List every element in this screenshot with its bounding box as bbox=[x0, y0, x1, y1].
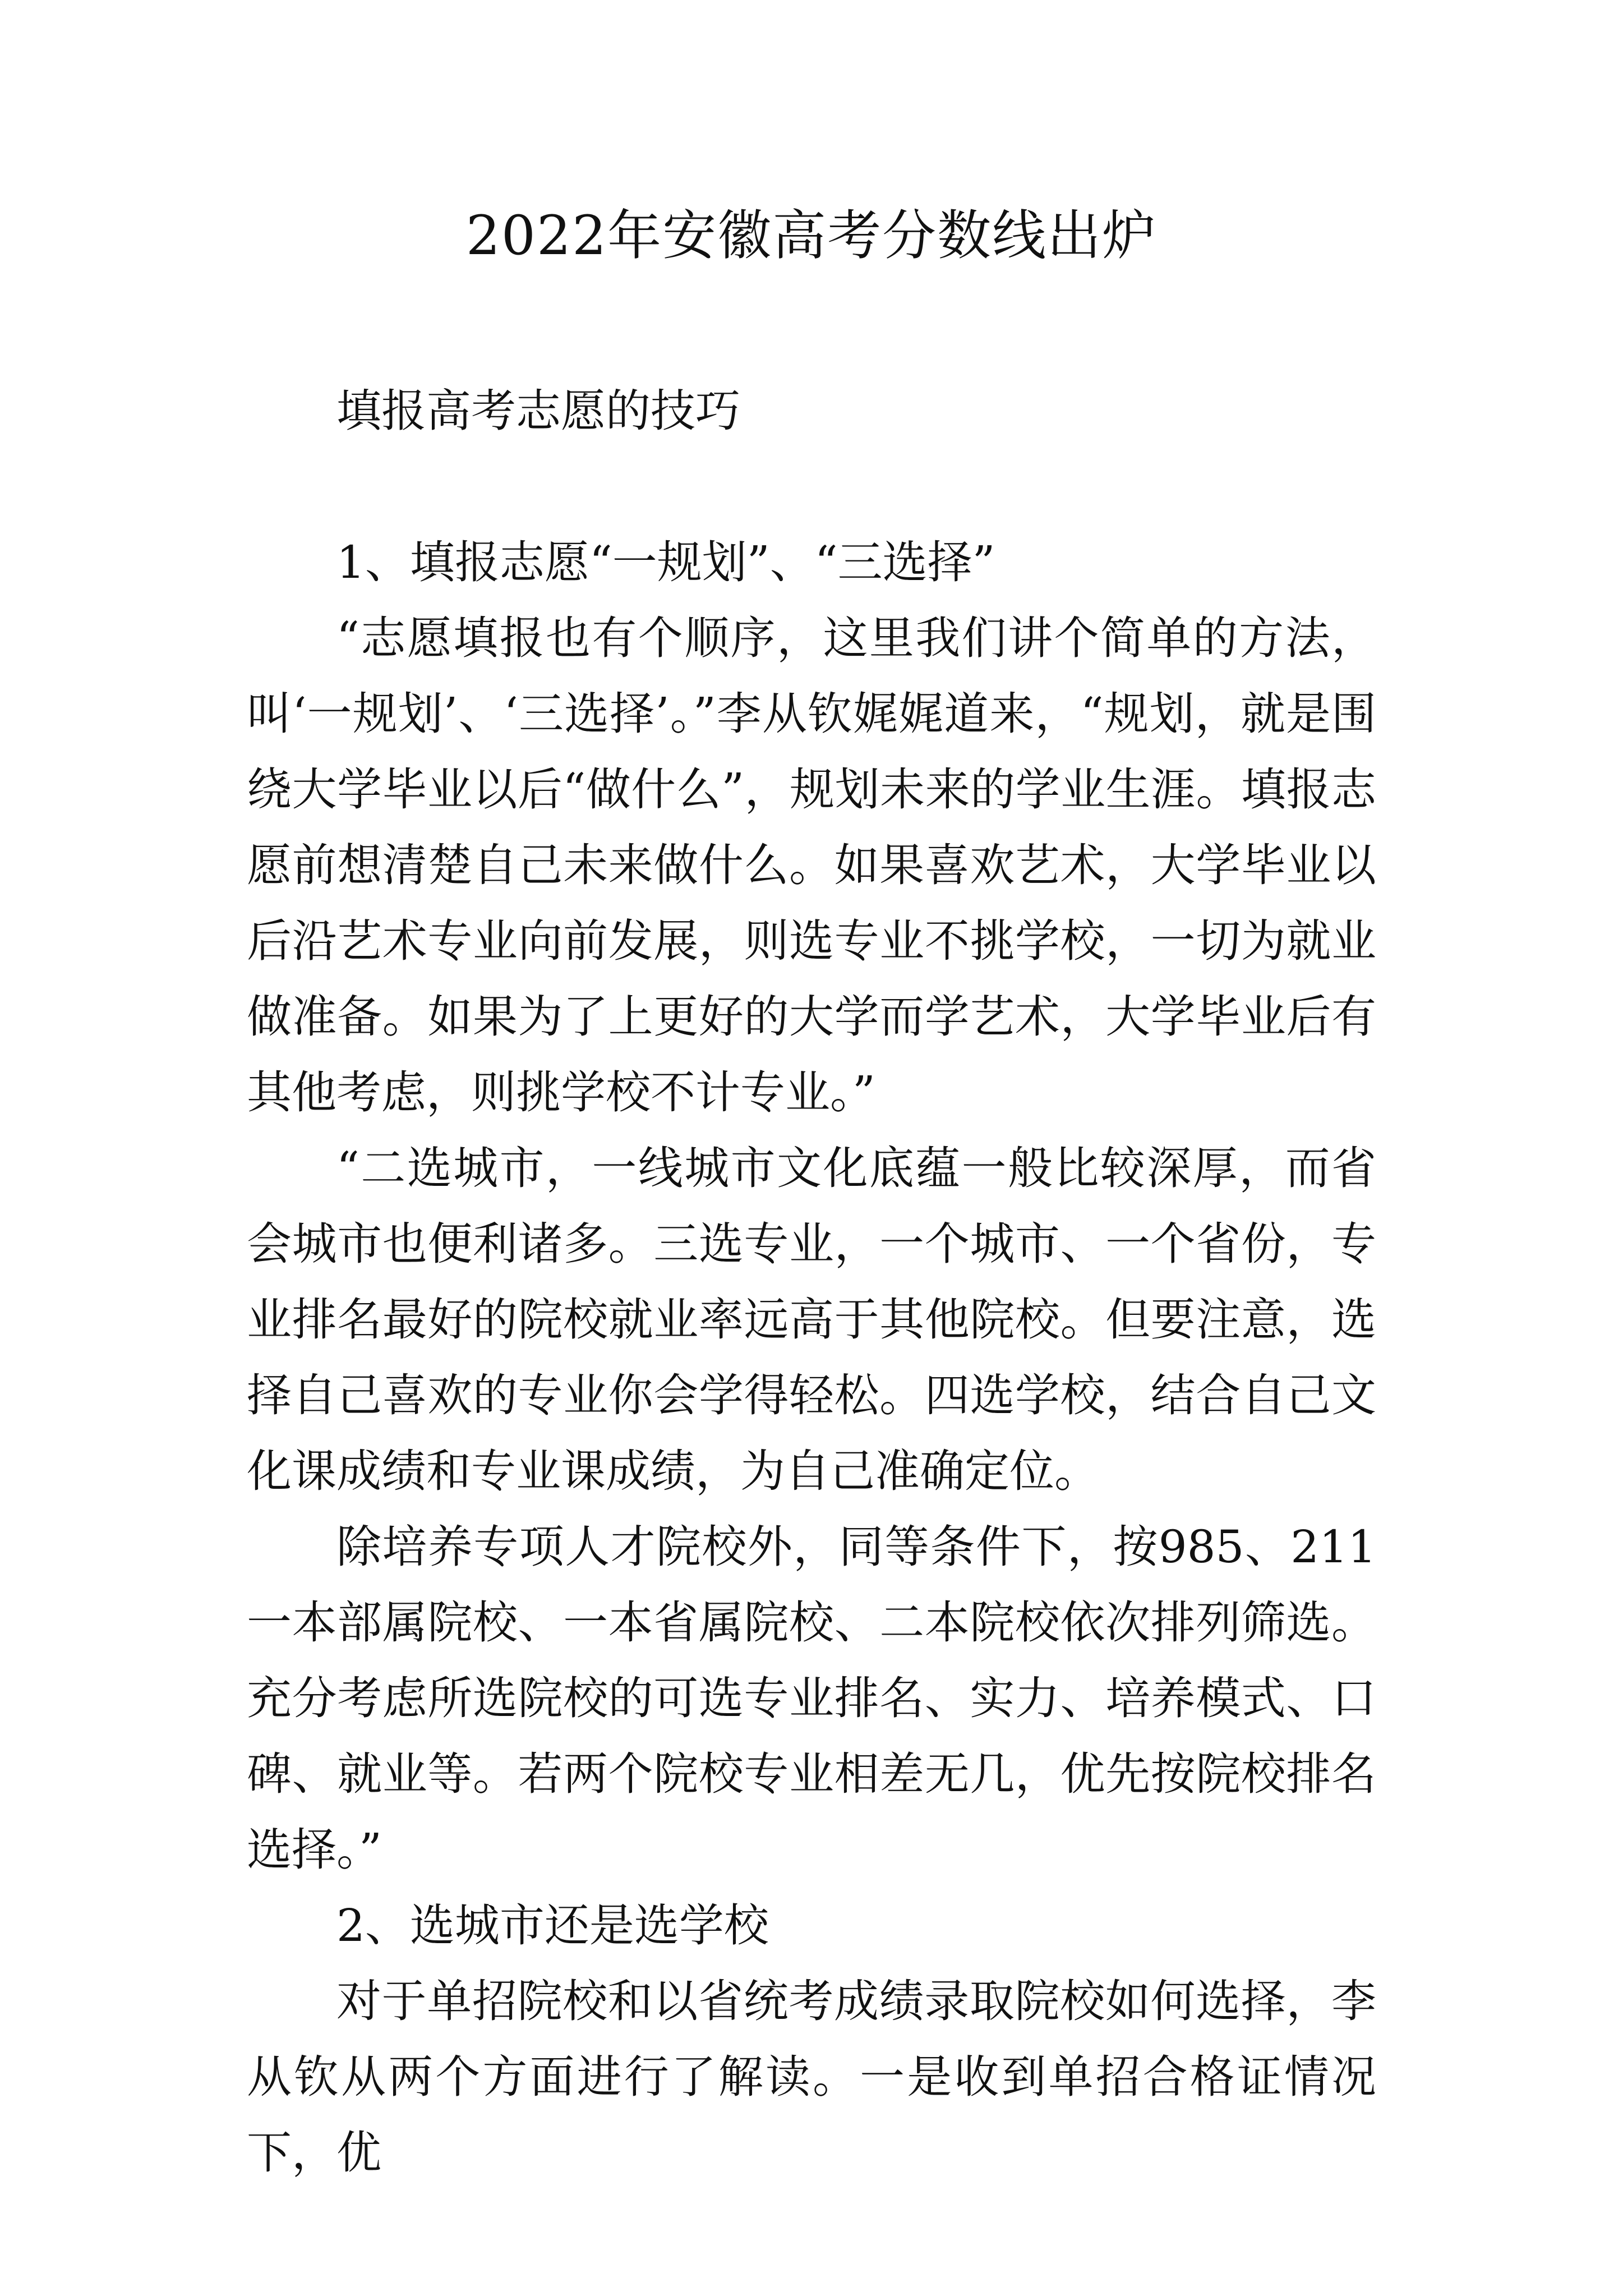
paragraph-city-major-school: “二选城市，一线城市文化底蕴一般比较深厚，而省会城市也便利诸多。三选专业，一个城市、一个省份，专业排名最好的院校就业率远高于其他院校。但要注意，选择自己喜欢的专业你会学得轻松。四选学校，结合自己文化课成绩和专业课成绩，为自己准确定位。 bbox=[247, 1142, 1376, 1497]
subheading-plan-and-choices: 1、填报志愿“一规划”、“三选择” bbox=[336, 536, 995, 588]
subheading-city-or-school: 2、选城市还是选学校 bbox=[336, 1899, 769, 1952]
spacer bbox=[247, 449, 1376, 524]
document-body bbox=[247, 373, 1376, 2191]
paragraph-admission-choice: 对于单招院校和以省统考成绩录取院校如何选择，李从钦从两个方面进行了解读。一是收到单招合格证情况下，优 bbox=[247, 1975, 1376, 2179]
paragraph-ranking-order: 除培养专项人才院校外，同等条件下，按985、211一本部属院校、一本省属院校、二本院校依次排列筛选。充分考虑所选院校的可选专业排名、实力、培养模式、口碑、就业等。若两个院校专业相差无几，优先按院校排名选择。” bbox=[247, 1521, 1376, 1876]
paragraph-planning: “志愿填报也有个顺序，这里我们讲个简单的方法，叫‘一规划’、‘三选择’。”李从钦娓娓道来，“规划，就是围绕大学毕业以后“做什么”，规划未来的学业生涯。填报志愿前想清楚自己未来做什么。如果喜欢艺术，大学毕业以后沿艺术专业向前发展，则选专业不挑学校，一切为就业做准备。如果为了上更好的大学而学艺术，大学毕业后有其他考虑，则挑学校不计专业。” bbox=[247, 612, 1376, 1119]
document-title: 2022年安徽高考分数线出炉 bbox=[465, 204, 1158, 267]
section-heading: 填报高考志愿的技巧 bbox=[336, 385, 740, 437]
